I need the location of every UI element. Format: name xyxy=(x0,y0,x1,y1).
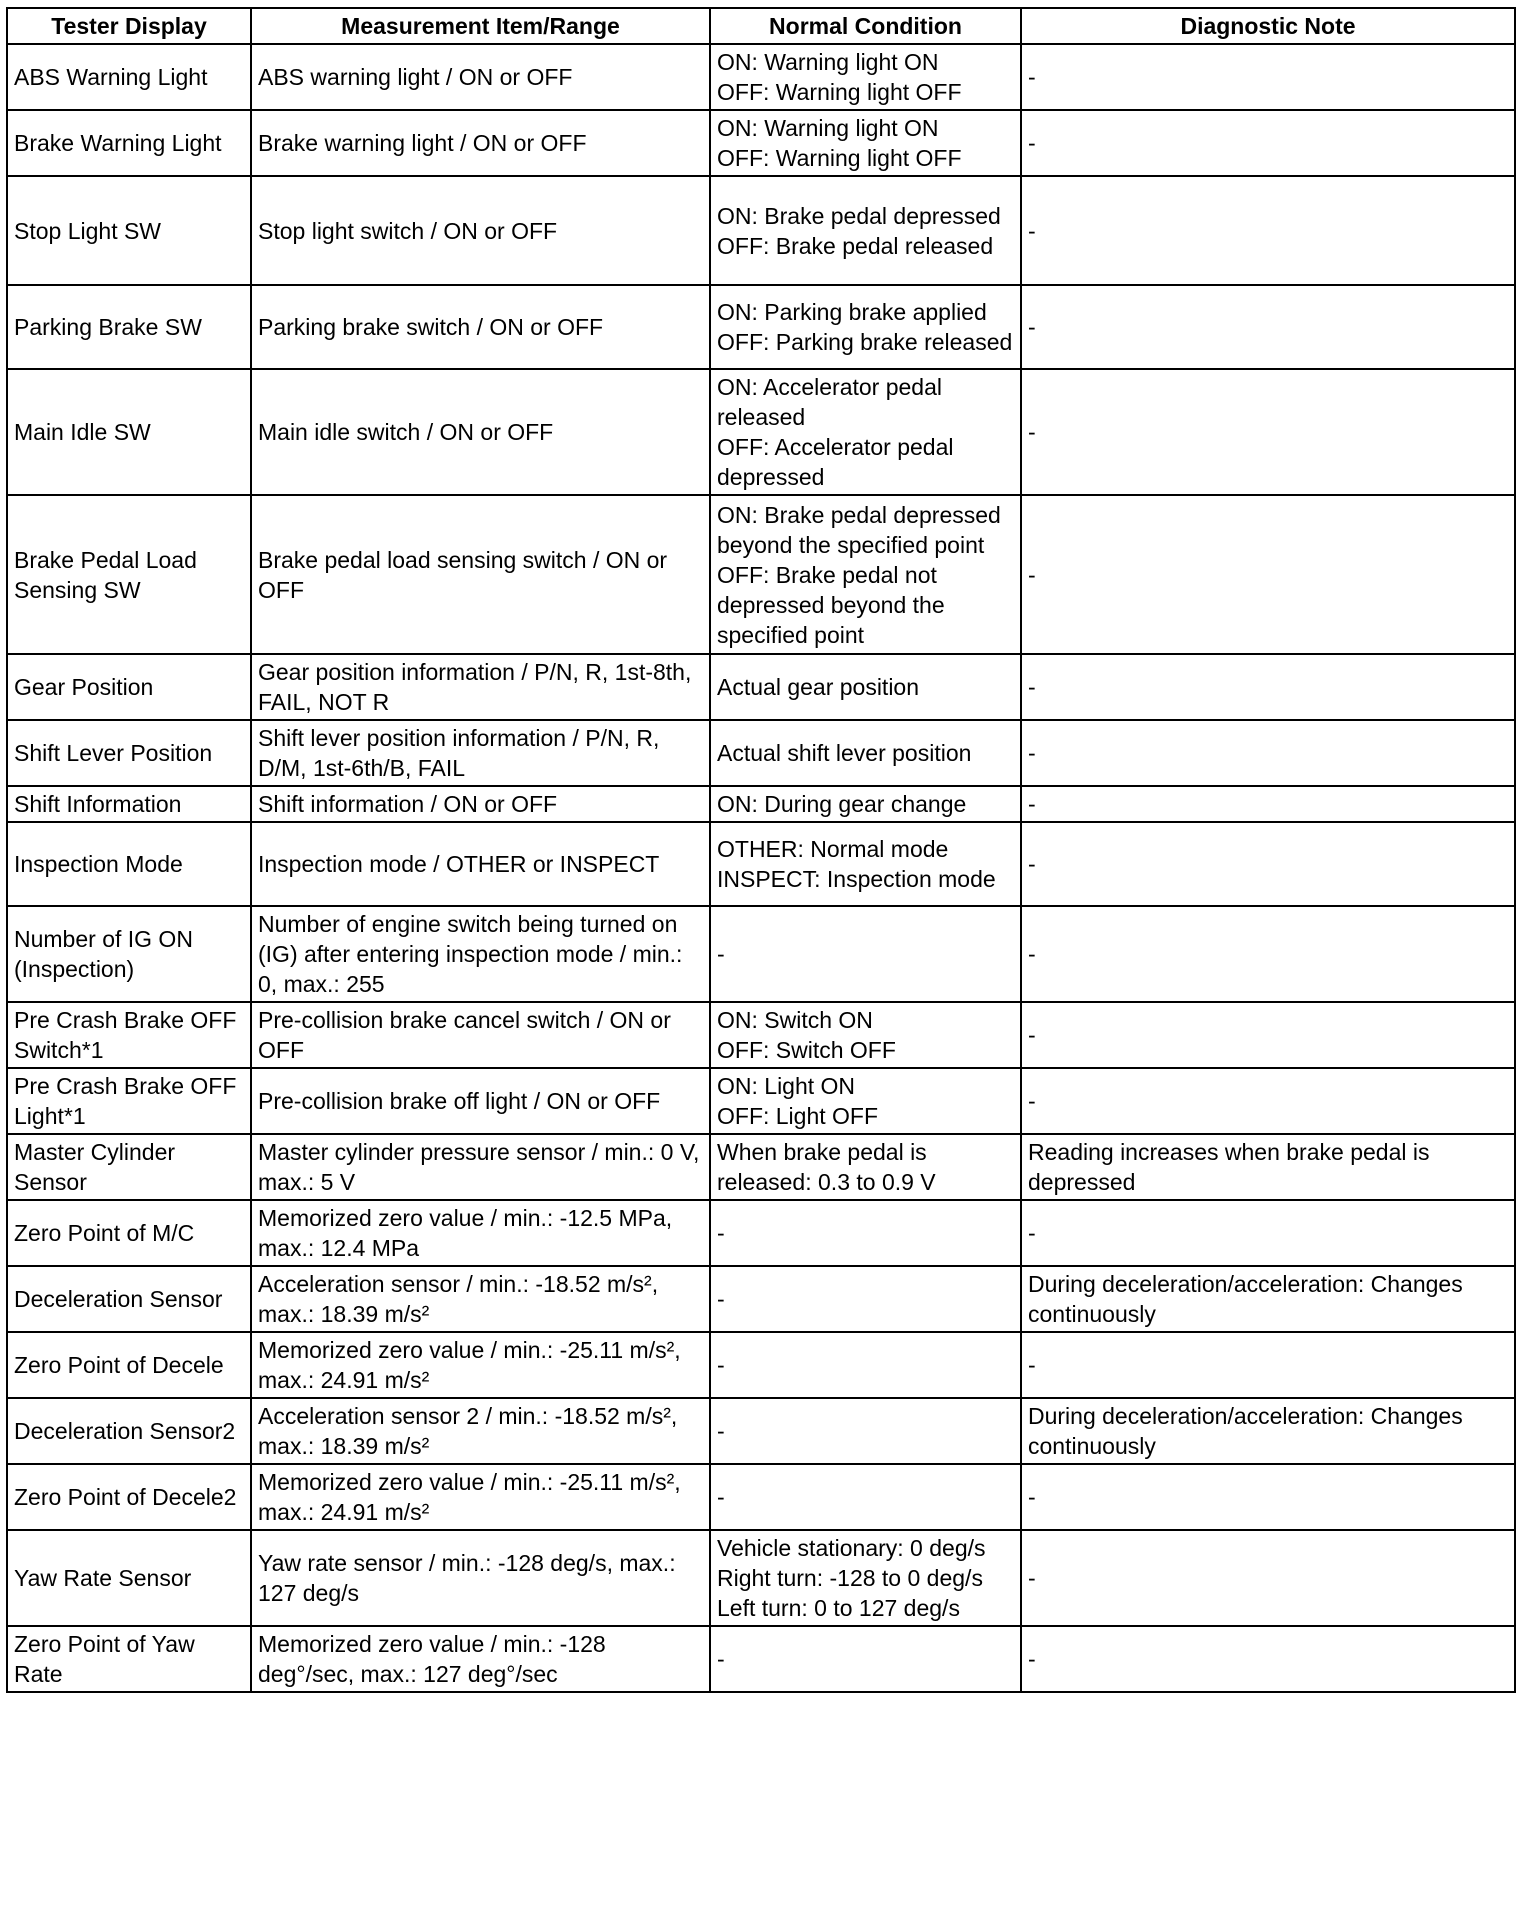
cell-measurement-item: Gear position information / P/N, R, 1st-8th, FAIL, NOT R xyxy=(251,654,710,720)
cell-tester-display: Parking Brake SW xyxy=(7,285,251,369)
cell-diagnostic-note: - xyxy=(1021,495,1515,654)
header-tester-display: Tester Display xyxy=(7,8,251,44)
table-row xyxy=(7,786,1515,822)
condition-line: Right turn: -128 to 0 deg/s xyxy=(717,1565,983,1591)
condition-line: Actual gear position xyxy=(717,674,920,700)
cell-normal-condition xyxy=(710,654,1021,720)
cell-tester-display: Zero Point of Yaw Rate xyxy=(7,1626,251,1692)
cell-normal-condition xyxy=(710,720,1021,786)
cell-measurement-item: Brake warning light / ON or OFF xyxy=(251,110,710,176)
cell-diagnostic-note: - xyxy=(1021,1068,1515,1134)
header-diagnostic-note: Diagnostic Note xyxy=(1021,8,1515,44)
table-row xyxy=(7,176,1515,285)
table-row xyxy=(7,285,1515,369)
cell-measurement-item: Main idle switch / ON or OFF xyxy=(251,369,710,495)
cell-measurement-item: Inspection mode / OTHER or INSPECT xyxy=(251,822,710,906)
table-row xyxy=(7,1002,1515,1068)
cell-measurement-item: Pre-collision brake off light / ON or OFF xyxy=(251,1068,710,1134)
cell-normal-condition xyxy=(710,110,1021,176)
condition-line: - xyxy=(717,941,725,967)
cell-measurement-item: Shift information / ON or OFF xyxy=(251,786,710,822)
cell-normal-condition xyxy=(710,369,1021,495)
cell-normal-condition xyxy=(710,1626,1021,1692)
table-row xyxy=(7,654,1515,720)
condition-line: ON: Brake pedal depressed xyxy=(717,202,1001,229)
condition-line: - xyxy=(717,1646,725,1672)
condition-line: Actual shift lever position xyxy=(717,740,972,766)
condition-line: - xyxy=(717,1418,725,1444)
cell-tester-display: Yaw Rate Sensor xyxy=(7,1530,251,1626)
table-row xyxy=(7,720,1515,786)
condition-line: OFF: Warning light OFF xyxy=(717,145,962,171)
cell-tester-display: ABS Warning Light xyxy=(7,44,251,110)
table-row xyxy=(7,822,1515,906)
condition-line: Vehicle stationary: 0 deg/s xyxy=(717,1535,986,1561)
cell-diagnostic-note: - xyxy=(1021,110,1515,176)
condition-line: OFF: Light OFF xyxy=(717,1103,879,1129)
cell-tester-display: Pre Crash Brake OFF Light*1 xyxy=(7,1068,251,1134)
table-row xyxy=(7,1200,1515,1266)
cell-diagnostic-note: During deceleration/acceleration: Changes continuously xyxy=(1021,1398,1515,1464)
cell-tester-display: Gear Position xyxy=(7,654,251,720)
cell-diagnostic-note: - xyxy=(1021,822,1515,906)
cell-tester-display: Shift Lever Position xyxy=(7,720,251,786)
cell-normal-condition xyxy=(710,786,1021,822)
cell-diagnostic-note: - xyxy=(1021,1200,1515,1266)
condition-line: ON: Light ON xyxy=(717,1073,856,1099)
cell-diagnostic-note: - xyxy=(1021,1002,1515,1068)
condition-line: Left turn: 0 to 127 deg/s xyxy=(717,1595,960,1621)
cell-measurement-item: Shift lever position information / P/N, R, D/M, 1st-6th/B, FAIL xyxy=(251,720,710,786)
cell-tester-display: Master Cylinder Sensor xyxy=(7,1134,251,1200)
cell-diagnostic-note: During deceleration/acceleration: Changes continuously xyxy=(1021,1266,1515,1332)
condition-line: OFF: Warning light OFF xyxy=(717,79,962,105)
table-row xyxy=(7,1266,1515,1332)
condition-line: INSPECT: Inspection mode xyxy=(717,866,996,892)
table-row xyxy=(7,1134,1515,1200)
header-normal-condition: Normal Condition xyxy=(710,8,1021,44)
cell-normal-condition xyxy=(710,1266,1021,1332)
cell-tester-display: Deceleration Sensor2 xyxy=(7,1398,251,1464)
table-header-row xyxy=(7,8,1515,44)
cell-diagnostic-note: - xyxy=(1021,369,1515,495)
table-row xyxy=(7,369,1515,495)
cell-measurement-item: Memorized zero value / min.: -25.11 m/s², max.: 24.91 m/s² xyxy=(251,1332,710,1398)
cell-normal-condition xyxy=(710,1200,1021,1266)
cell-diagnostic-note: - xyxy=(1021,176,1515,285)
condition-line: ON: Warning light ON xyxy=(717,49,939,75)
table-row xyxy=(7,1398,1515,1464)
cell-measurement-item: ABS warning light / ON or OFF xyxy=(251,44,710,110)
condition-line: ON: Switch ON xyxy=(717,1007,873,1033)
table-row xyxy=(7,110,1515,176)
condition-line: OFF: Parking brake released xyxy=(717,329,1013,355)
condition-line: - xyxy=(717,1286,725,1312)
cell-diagnostic-note: - xyxy=(1021,44,1515,110)
table-row xyxy=(7,44,1515,110)
cell-diagnostic-note: - xyxy=(1021,1464,1515,1530)
table-row xyxy=(7,1332,1515,1398)
table-row xyxy=(7,495,1515,654)
cell-measurement-item: Stop light switch / ON or OFF xyxy=(251,176,710,285)
data-list-sheet xyxy=(6,7,1514,1693)
cell-tester-display: Main Idle SW xyxy=(7,369,251,495)
cell-diagnostic-note: - xyxy=(1021,1530,1515,1626)
cell-tester-display: Inspection Mode xyxy=(7,822,251,906)
condition-line: OFF: Switch OFF xyxy=(717,1037,896,1063)
cell-normal-condition xyxy=(710,1332,1021,1398)
cell-measurement-item: Number of engine switch being turned on (IG) after entering inspection mode / min.: 0, max.: 255 xyxy=(251,906,710,1002)
cell-tester-display: Number of IG ON (Inspection) xyxy=(7,906,251,1002)
cell-normal-condition xyxy=(710,285,1021,369)
cell-normal-condition xyxy=(710,1002,1021,1068)
condition-line: ON: Parking brake applied xyxy=(717,299,987,325)
cell-diagnostic-note: - xyxy=(1021,906,1515,1002)
condition-line: ON: Warning light ON xyxy=(717,115,939,141)
cell-tester-display: Brake Pedal Load Sensing SW xyxy=(7,495,251,654)
cell-measurement-item: Pre-collision brake cancel switch / ON or OFF xyxy=(251,1002,710,1068)
cell-measurement-item: Parking brake switch / ON or OFF xyxy=(251,285,710,369)
condition-line: OFF: Brake pedal not depressed beyond the specified point xyxy=(717,561,945,648)
cell-diagnostic-note: - xyxy=(1021,285,1515,369)
cell-tester-display: Zero Point of Decele2 xyxy=(7,1464,251,1530)
cell-measurement-item: Brake pedal load sensing switch / ON or OFF xyxy=(251,495,710,654)
data-list-table xyxy=(6,7,1516,1693)
condition-line: When brake pedal is released: 0.3 to 0.9 V xyxy=(717,1139,936,1195)
cell-tester-display: Stop Light SW xyxy=(7,176,251,285)
cell-measurement-item: Memorized zero value / min.: -25.11 m/s², max.: 24.91 m/s² xyxy=(251,1464,710,1530)
cell-normal-condition xyxy=(710,176,1021,285)
cell-diagnostic-note: - xyxy=(1021,786,1515,822)
condition-line: - xyxy=(717,1352,725,1378)
condition-line: ON: Accelerator pedal released xyxy=(717,374,943,430)
cell-measurement-item: Memorized zero value / min.: -12.5 MPa, max.: 12.4 MPa xyxy=(251,1200,710,1266)
condition-line: OTHER: Normal mode xyxy=(717,836,949,862)
cell-measurement-item: Acceleration sensor / min.: -18.52 m/s², max.: 18.39 m/s² xyxy=(251,1266,710,1332)
cell-measurement-item: Memorized zero value / min.: -128 deg°/sec, max.: 127 deg°/sec xyxy=(251,1626,710,1692)
condition-line: - xyxy=(717,1484,725,1510)
table-body xyxy=(7,44,1515,1692)
cell-normal-condition xyxy=(710,44,1021,110)
cell-measurement-item: Yaw rate sensor / min.: -128 deg/s, max.: 127 deg/s xyxy=(251,1530,710,1626)
cell-tester-display: Zero Point of M/C xyxy=(7,1200,251,1266)
table-row xyxy=(7,1464,1515,1530)
condition-line: - xyxy=(717,1220,725,1246)
cell-normal-condition xyxy=(710,1134,1021,1200)
cell-normal-condition xyxy=(710,1068,1021,1134)
table-row xyxy=(7,1530,1515,1626)
table-row xyxy=(7,1068,1515,1134)
cell-normal-condition xyxy=(710,1398,1021,1464)
cell-normal-condition xyxy=(710,906,1021,1002)
cell-tester-display: Zero Point of Decele xyxy=(7,1332,251,1398)
cell-diagnostic-note: - xyxy=(1021,1332,1515,1398)
table-row xyxy=(7,906,1515,1002)
cell-measurement-item: Master cylinder pressure sensor / min.: 0 V, max.: 5 V xyxy=(251,1134,710,1200)
cell-tester-display: Deceleration Sensor xyxy=(7,1266,251,1332)
condition-line: OFF: Accelerator pedal depressed xyxy=(717,434,954,490)
cell-measurement-item: Acceleration sensor 2 / min.: -18.52 m/s², max.: 18.39 m/s² xyxy=(251,1398,710,1464)
cell-diagnostic-note: - xyxy=(1021,654,1515,720)
cell-normal-condition xyxy=(710,495,1021,654)
cell-normal-condition xyxy=(710,1464,1021,1530)
cell-diagnostic-note: - xyxy=(1021,720,1515,786)
header-measurement-item: Measurement Item/Range xyxy=(251,8,710,44)
cell-tester-display: Brake Warning Light xyxy=(7,110,251,176)
table-row xyxy=(7,1626,1515,1692)
condition-line: ON: During gear change xyxy=(717,791,967,817)
cell-diagnostic-note: - xyxy=(1021,1626,1515,1692)
cell-tester-display: Shift Information xyxy=(7,786,251,822)
cell-normal-condition xyxy=(710,822,1021,906)
condition-line: OFF: Brake pedal released xyxy=(717,232,994,259)
cell-diagnostic-note: Reading increases when brake pedal is depressed xyxy=(1021,1134,1515,1200)
cell-tester-display: Pre Crash Brake OFF Switch*1 xyxy=(7,1002,251,1068)
condition-line: ON: Brake pedal depressed beyond the specified point xyxy=(717,501,1001,558)
cell-normal-condition xyxy=(710,1530,1021,1626)
